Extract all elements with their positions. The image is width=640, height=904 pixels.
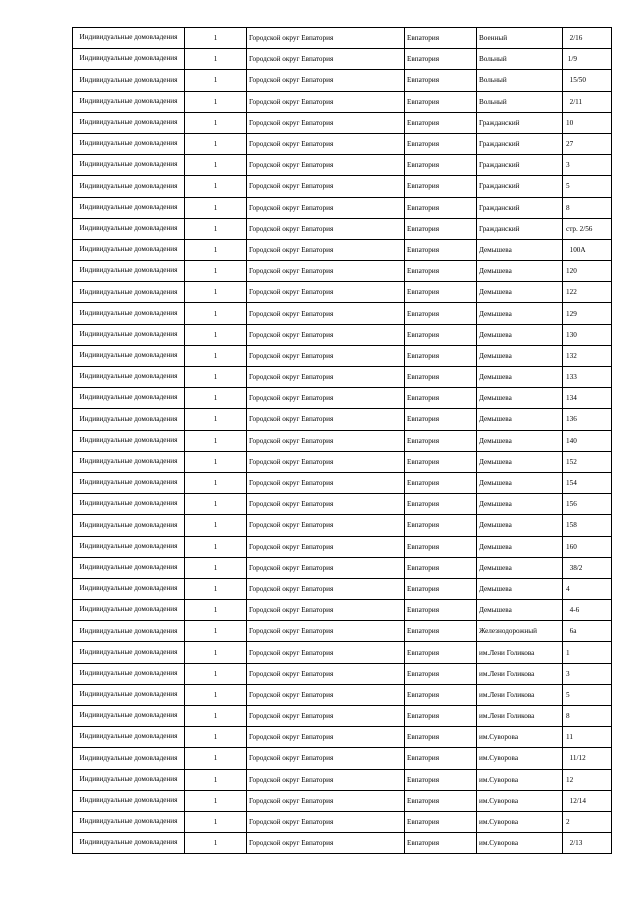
count-cell: 1 — [185, 261, 247, 282]
street-cell: Демышева — [477, 239, 563, 260]
district-cell: Городской округ Евпатория — [247, 578, 405, 599]
city-cell: Евпатория — [405, 451, 477, 472]
housing-type-cell: Индивидуальные домовладения — [73, 790, 185, 811]
house-number-cell: 8 — [563, 197, 612, 218]
count-cell: 1 — [185, 790, 247, 811]
housing-type-cell: Индивидуальные домовладения — [73, 663, 185, 684]
city-cell: Евпатория — [405, 621, 477, 642]
city-cell: Евпатория — [405, 155, 477, 176]
count-cell: 1 — [185, 578, 247, 599]
district-cell: Городской округ Евпатория — [247, 388, 405, 409]
table-row — [73, 91, 612, 112]
city-cell: Евпатория — [405, 282, 477, 303]
house-number-cell: 6а — [563, 621, 612, 642]
house-number-cell: 132 — [563, 345, 612, 366]
street-cell: Демышева — [477, 578, 563, 599]
street-cell: им.Суворова — [477, 811, 563, 832]
house-number-cell: 160 — [563, 536, 612, 557]
house-number-cell: 158 — [563, 515, 612, 536]
city-cell: Евпатория — [405, 536, 477, 557]
table-body — [73, 28, 612, 854]
street-cell: Гражданский — [477, 197, 563, 218]
house-number-cell: 5 — [563, 176, 612, 197]
house-number-cell: 4-6 — [563, 600, 612, 621]
city-cell: Евпатория — [405, 684, 477, 705]
district-cell: Городской округ Евпатория — [247, 345, 405, 366]
district-cell: Городской округ Евпатория — [247, 536, 405, 557]
table-row — [73, 748, 612, 769]
house-number-cell: 134 — [563, 388, 612, 409]
district-cell: Городской округ Евпатория — [247, 176, 405, 197]
housing-type-cell: Индивидуальные домовладения — [73, 727, 185, 748]
district-cell: Городской округ Евпатория — [247, 706, 405, 727]
city-cell: Евпатория — [405, 261, 477, 282]
housing-type-cell: Индивидуальные домовладения — [73, 28, 185, 49]
district-cell: Городской округ Евпатория — [247, 70, 405, 91]
table-row — [73, 578, 612, 599]
street-cell: Демышева — [477, 494, 563, 515]
count-cell: 1 — [185, 70, 247, 91]
housing-type-cell: Индивидуальные домовладения — [73, 684, 185, 705]
table-row — [73, 282, 612, 303]
table-row — [73, 430, 612, 451]
district-cell: Городской округ Евпатория — [247, 155, 405, 176]
district-cell: Городской округ Евпатория — [247, 91, 405, 112]
district-cell: Городской округ Евпатория — [247, 621, 405, 642]
district-cell: Городской округ Евпатория — [247, 472, 405, 493]
city-cell: Евпатория — [405, 494, 477, 515]
house-number-cell: 129 — [563, 303, 612, 324]
count-cell: 1 — [185, 600, 247, 621]
district-cell: Городской округ Евпатория — [247, 49, 405, 70]
house-number-cell: 154 — [563, 472, 612, 493]
district-cell: Городской округ Евпатория — [247, 261, 405, 282]
district-cell: Городской округ Евпатория — [247, 303, 405, 324]
table-row — [73, 557, 612, 578]
house-number-cell: 11 — [563, 727, 612, 748]
house-number-cell: стр. 2/56 — [563, 218, 612, 239]
table-row — [73, 70, 612, 91]
city-cell: Евпатория — [405, 303, 477, 324]
district-cell: Городской округ Евпатория — [247, 833, 405, 854]
street-cell: Гражданский — [477, 176, 563, 197]
street-cell: Демышева — [477, 557, 563, 578]
house-number-cell: 2/13 — [563, 833, 612, 854]
table-row — [73, 600, 612, 621]
housing-type-cell: Индивидуальные домовладения — [73, 494, 185, 515]
count-cell: 1 — [185, 769, 247, 790]
housing-type-cell: Индивидуальные домовладения — [73, 388, 185, 409]
count-cell: 1 — [185, 727, 247, 748]
city-cell: Евпатория — [405, 409, 477, 430]
housing-type-cell: Индивидуальные домовладения — [73, 239, 185, 260]
count-cell: 1 — [185, 451, 247, 472]
district-cell: Городской округ Евпатория — [247, 557, 405, 578]
count-cell: 1 — [185, 91, 247, 112]
city-cell: Евпатория — [405, 578, 477, 599]
district-cell: Городской округ Евпатория — [247, 642, 405, 663]
count-cell: 1 — [185, 621, 247, 642]
street-cell: им.Суворова — [477, 769, 563, 790]
housing-type-cell: Индивидуальные домовладения — [73, 748, 185, 769]
housing-type-cell: Индивидуальные домовладения — [73, 261, 185, 282]
table-row — [73, 642, 612, 663]
table-row — [73, 451, 612, 472]
street-cell: Демышева — [477, 600, 563, 621]
housing-type-cell: Индивидуальные домовладения — [73, 706, 185, 727]
district-cell: Городской округ Евпатория — [247, 600, 405, 621]
district-cell: Городской округ Евпатория — [247, 324, 405, 345]
street-cell: Демышева — [477, 261, 563, 282]
city-cell: Евпатория — [405, 49, 477, 70]
street-cell: им.Лени Голикова — [477, 663, 563, 684]
housing-type-cell: Индивидуальные домовладения — [73, 176, 185, 197]
housing-type-cell: Индивидуальные домовладения — [73, 345, 185, 366]
count-cell: 1 — [185, 28, 247, 49]
street-cell: им.Лени Голикова — [477, 642, 563, 663]
housing-type-cell: Индивидуальные домовладения — [73, 536, 185, 557]
table-row — [73, 155, 612, 176]
street-cell: Демышева — [477, 367, 563, 388]
city-cell: Евпатория — [405, 28, 477, 49]
district-cell: Городской округ Евпатория — [247, 218, 405, 239]
street-cell: Железнодорожный — [477, 621, 563, 642]
table-row — [73, 112, 612, 133]
house-number-cell: 4 — [563, 578, 612, 599]
street-cell: Демышева — [477, 536, 563, 557]
count-cell: 1 — [185, 430, 247, 451]
district-cell: Городской округ Евпатория — [247, 28, 405, 49]
street-cell: Демышева — [477, 388, 563, 409]
city-cell: Евпатория — [405, 706, 477, 727]
city-cell: Евпатория — [405, 430, 477, 451]
count-cell: 1 — [185, 155, 247, 176]
house-number-cell: 10 — [563, 112, 612, 133]
street-cell: Вольный — [477, 91, 563, 112]
house-number-cell: 122 — [563, 282, 612, 303]
house-number-cell: 100А — [563, 239, 612, 260]
city-cell: Евпатория — [405, 557, 477, 578]
count-cell: 1 — [185, 811, 247, 832]
city-cell: Евпатория — [405, 472, 477, 493]
district-cell: Городской округ Евпатория — [247, 282, 405, 303]
count-cell: 1 — [185, 388, 247, 409]
table-row — [73, 197, 612, 218]
street-cell: Демышева — [477, 515, 563, 536]
table-row — [73, 345, 612, 366]
housing-type-cell: Индивидуальные домовладения — [73, 409, 185, 430]
table-row — [73, 536, 612, 557]
city-cell: Евпатория — [405, 239, 477, 260]
street-cell: Демышева — [477, 451, 563, 472]
table-row — [73, 621, 612, 642]
city-cell: Евпатория — [405, 790, 477, 811]
district-cell: Городской округ Евпатория — [247, 409, 405, 430]
house-number-cell: 38/2 — [563, 557, 612, 578]
house-number-cell: 152 — [563, 451, 612, 472]
table-row — [73, 833, 612, 854]
district-cell: Городской округ Евпатория — [247, 133, 405, 154]
street-cell: им.Суворова — [477, 727, 563, 748]
city-cell: Евпатория — [405, 833, 477, 854]
housing-type-cell: Индивидуальные домовладения — [73, 218, 185, 239]
housing-type-cell: Индивидуальные домовладения — [73, 600, 185, 621]
city-cell: Евпатория — [405, 663, 477, 684]
count-cell: 1 — [185, 833, 247, 854]
housing-type-cell: Индивидуальные домовладения — [73, 303, 185, 324]
street-cell: Вольный — [477, 70, 563, 91]
housing-type-cell: Индивидуальные домовладения — [73, 112, 185, 133]
housing-type-cell: Индивидуальные домовладения — [73, 155, 185, 176]
count-cell: 1 — [185, 218, 247, 239]
housing-type-cell: Индивидуальные домовладения — [73, 811, 185, 832]
district-cell: Городской округ Евпатория — [247, 769, 405, 790]
street-cell: Гражданский — [477, 155, 563, 176]
table-row — [73, 176, 612, 197]
housing-type-cell: Индивидуальные домовладения — [73, 578, 185, 599]
district-cell: Городской округ Евпатория — [247, 727, 405, 748]
table-row — [73, 515, 612, 536]
city-cell: Евпатория — [405, 70, 477, 91]
house-number-cell: 133 — [563, 367, 612, 388]
count-cell: 1 — [185, 472, 247, 493]
table-row — [73, 324, 612, 345]
count-cell: 1 — [185, 197, 247, 218]
table-row — [73, 28, 612, 49]
housing-type-cell: Индивидуальные домовладения — [73, 769, 185, 790]
street-cell: Демышева — [477, 324, 563, 345]
table-row — [73, 261, 612, 282]
street-cell: Демышева — [477, 409, 563, 430]
city-cell: Евпатория — [405, 642, 477, 663]
city-cell: Евпатория — [405, 112, 477, 133]
count-cell: 1 — [185, 663, 247, 684]
count-cell: 1 — [185, 494, 247, 515]
city-cell: Евпатория — [405, 345, 477, 366]
street-cell: им.Суворова — [477, 833, 563, 854]
district-cell: Городской округ Евпатория — [247, 790, 405, 811]
count-cell: 1 — [185, 706, 247, 727]
count-cell: 1 — [185, 557, 247, 578]
housing-type-cell: Индивидуальные домовладения — [73, 515, 185, 536]
city-cell: Евпатория — [405, 133, 477, 154]
table-row — [73, 494, 612, 515]
count-cell: 1 — [185, 345, 247, 366]
table-row — [73, 239, 612, 260]
count-cell: 1 — [185, 239, 247, 260]
count-cell: 1 — [185, 748, 247, 769]
city-cell: Евпатория — [405, 218, 477, 239]
count-cell: 1 — [185, 684, 247, 705]
street-cell: им.Лени Голикова — [477, 684, 563, 705]
address-table — [72, 27, 612, 854]
table-row — [73, 790, 612, 811]
house-number-cell: 27 — [563, 133, 612, 154]
street-cell: Демышева — [477, 472, 563, 493]
city-cell: Евпатория — [405, 388, 477, 409]
housing-type-cell: Индивидуальные домовладения — [73, 833, 185, 854]
street-cell: Демышева — [477, 345, 563, 366]
street-cell: Демышева — [477, 430, 563, 451]
count-cell: 1 — [185, 282, 247, 303]
table-row — [73, 811, 612, 832]
housing-type-cell: Индивидуальные домовладения — [73, 133, 185, 154]
house-number-cell: 140 — [563, 430, 612, 451]
district-cell: Городской округ Евпатория — [247, 684, 405, 705]
house-number-cell: 2/16 — [563, 28, 612, 49]
street-cell: Гражданский — [477, 112, 563, 133]
house-number-cell: 1/9 — [563, 49, 612, 70]
housing-type-cell: Индивидуальные домовладения — [73, 642, 185, 663]
city-cell: Евпатория — [405, 727, 477, 748]
housing-type-cell: Индивидуальные домовладения — [73, 472, 185, 493]
count-cell: 1 — [185, 112, 247, 133]
district-cell: Городской округ Евпатория — [247, 367, 405, 388]
city-cell: Евпатория — [405, 748, 477, 769]
street-cell: Демышева — [477, 303, 563, 324]
housing-type-cell: Индивидуальные домовладения — [73, 451, 185, 472]
house-number-cell: 2/11 — [563, 91, 612, 112]
house-number-cell: 3 — [563, 155, 612, 176]
table-row — [73, 133, 612, 154]
house-number-cell: 5 — [563, 684, 612, 705]
street-cell: им.Суворова — [477, 748, 563, 769]
house-number-cell: 2 — [563, 811, 612, 832]
district-cell: Городской округ Евпатория — [247, 515, 405, 536]
district-cell: Городской округ Евпатория — [247, 748, 405, 769]
house-number-cell: 156 — [563, 494, 612, 515]
table-row — [73, 409, 612, 430]
district-cell: Городской округ Евпатория — [247, 197, 405, 218]
district-cell: Городской округ Евпатория — [247, 112, 405, 133]
count-cell: 1 — [185, 49, 247, 70]
housing-type-cell: Индивидуальные домовладения — [73, 91, 185, 112]
district-cell: Городской округ Евпатория — [247, 451, 405, 472]
house-number-cell: 8 — [563, 706, 612, 727]
count-cell: 1 — [185, 536, 247, 557]
district-cell: Городской округ Евпатория — [247, 494, 405, 515]
table-row — [73, 388, 612, 409]
house-number-cell: 130 — [563, 324, 612, 345]
table-row — [73, 769, 612, 790]
housing-type-cell: Индивидуальные домовладения — [73, 70, 185, 91]
count-cell: 1 — [185, 642, 247, 663]
city-cell: Евпатория — [405, 324, 477, 345]
table-row — [73, 684, 612, 705]
city-cell: Евпатория — [405, 91, 477, 112]
count-cell: 1 — [185, 515, 247, 536]
city-cell: Евпатория — [405, 176, 477, 197]
housing-type-cell: Индивидуальные домовладения — [73, 324, 185, 345]
street-cell: Вольный — [477, 49, 563, 70]
table-row — [73, 472, 612, 493]
table-row — [73, 218, 612, 239]
table-row — [73, 727, 612, 748]
count-cell: 1 — [185, 133, 247, 154]
count-cell: 1 — [185, 367, 247, 388]
table-row — [73, 367, 612, 388]
house-number-cell: 12 — [563, 769, 612, 790]
table-row — [73, 706, 612, 727]
street-cell: Демышева — [477, 282, 563, 303]
district-cell: Городской округ Евпатория — [247, 239, 405, 260]
street-cell: Гражданский — [477, 218, 563, 239]
housing-type-cell: Индивидуальные домовладения — [73, 430, 185, 451]
housing-type-cell: Индивидуальные домовладения — [73, 49, 185, 70]
count-cell: 1 — [185, 303, 247, 324]
housing-type-cell: Индивидуальные домовладения — [73, 557, 185, 578]
house-number-cell: 1 — [563, 642, 612, 663]
street-cell: Военный — [477, 28, 563, 49]
house-number-cell: 120 — [563, 261, 612, 282]
count-cell: 1 — [185, 409, 247, 430]
housing-type-cell: Индивидуальные домовладения — [73, 282, 185, 303]
district-cell: Городской округ Евпатория — [247, 811, 405, 832]
housing-type-cell: Индивидуальные домовладения — [73, 197, 185, 218]
table-row — [73, 49, 612, 70]
district-cell: Городской округ Евпатория — [247, 663, 405, 684]
house-number-cell: 11/12 — [563, 748, 612, 769]
house-number-cell: 15/50 — [563, 70, 612, 91]
city-cell: Евпатория — [405, 515, 477, 536]
city-cell: Евпатория — [405, 197, 477, 218]
street-cell: Гражданский — [477, 133, 563, 154]
district-cell: Городской округ Евпатория — [247, 430, 405, 451]
house-number-cell: 136 — [563, 409, 612, 430]
city-cell: Евпатория — [405, 600, 477, 621]
housing-type-cell: Индивидуальные домовладения — [73, 621, 185, 642]
count-cell: 1 — [185, 324, 247, 345]
table-row — [73, 663, 612, 684]
count-cell: 1 — [185, 176, 247, 197]
city-cell: Евпатория — [405, 769, 477, 790]
housing-type-cell: Индивидуальные домовладения — [73, 367, 185, 388]
house-number-cell: 3 — [563, 663, 612, 684]
house-number-cell: 12/14 — [563, 790, 612, 811]
city-cell: Евпатория — [405, 811, 477, 832]
street-cell: им.Суворова — [477, 790, 563, 811]
street-cell: им.Лени Голикова — [477, 706, 563, 727]
city-cell: Евпатория — [405, 367, 477, 388]
table-row — [73, 303, 612, 324]
